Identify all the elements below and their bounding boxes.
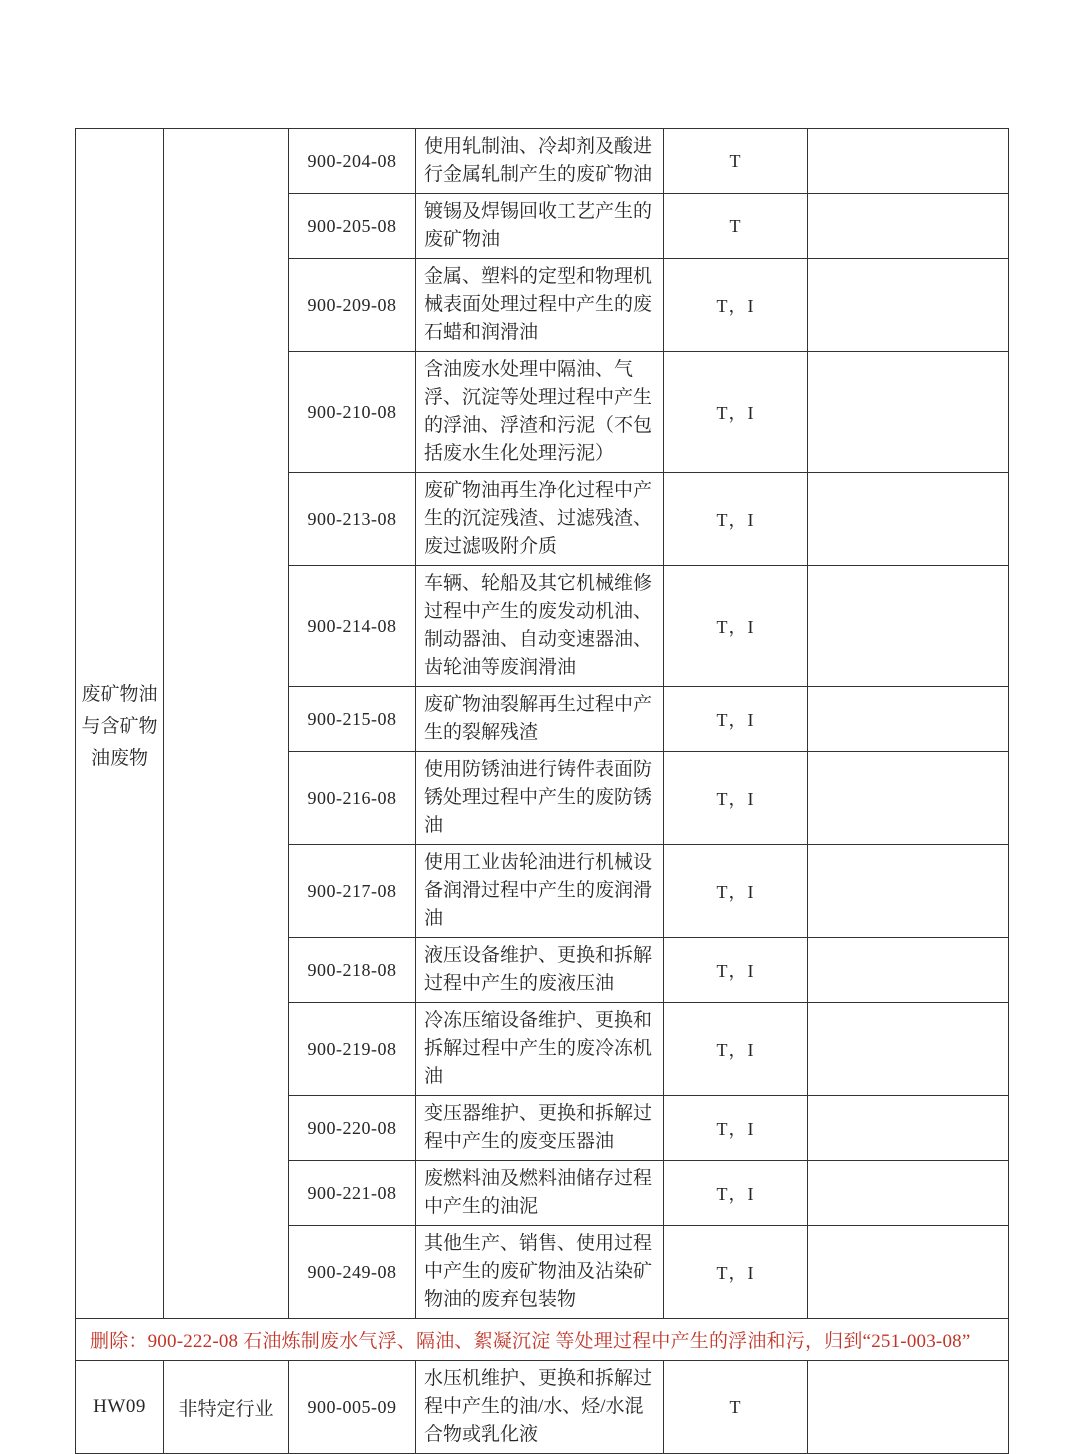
waste-code: 900-214-08	[289, 566, 416, 687]
hazard-property: T，I	[664, 1226, 808, 1319]
notes-cell	[808, 566, 1009, 687]
waste-code: 900-213-08	[289, 473, 416, 566]
notes-cell	[808, 687, 1009, 752]
waste-code: 900-218-08	[289, 938, 416, 1003]
waste-code: 900-219-08	[289, 1003, 416, 1096]
deleted-note: 删除：900-222-08 石油炼制废水气浮、隔油、絮凝沉淀 等处理过程中产生的浮油和污，归到“251-003-08”	[76, 1319, 1009, 1361]
waste-code: 900-215-08	[289, 687, 416, 752]
waste-description: 水压机维护、更换和拆解过程中产生的油/水、烃/水混合物或乳化液	[416, 1361, 664, 1454]
waste-code: 900-204-08	[289, 129, 416, 194]
waste-description: 使用轧制油、冷却剂及酸进行金属轧制产生的废矿物油	[416, 129, 664, 194]
notes-cell	[808, 473, 1009, 566]
industry-cell: 非特定行业	[164, 1361, 289, 1454]
waste-description: 镀锡及焊锡回收工艺产生的废矿物油	[416, 194, 664, 259]
waste-description: 金属、塑料的定型和物理机械表面处理过程中产生的废石蜡和润滑油	[416, 259, 664, 352]
notes-cell	[808, 752, 1009, 845]
waste-description: 变压器维护、更换和拆解过程中产生的废变压器油	[416, 1096, 664, 1161]
hazard-property: T，I	[664, 1096, 808, 1161]
waste-code: 900-005-09	[289, 1361, 416, 1454]
waste-description: 冷冻压缩设备维护、更换和拆解过程中产生的废冷冻机油	[416, 1003, 664, 1096]
notes-cell	[808, 938, 1009, 1003]
hazardous-waste-table	[75, 128, 1009, 1454]
notes-cell	[808, 1361, 1009, 1454]
hazard-property: T，I	[664, 845, 808, 938]
waste-description: 车辆、轮船及其它机械维修过程中产生的废发动机油、制动器油、自动变速器油、齿轮油等废润滑油	[416, 566, 664, 687]
category-cell: HW09	[76, 1361, 164, 1454]
waste-description: 使用防锈油进行铸件表面防锈处理过程中产生的废防锈油	[416, 752, 664, 845]
waste-description: 其他生产、销售、使用过程中产生的废矿物油及沾染矿物油的废弃包装物	[416, 1226, 664, 1319]
waste-description: 废矿物油再生净化过程中产生的沉淀残渣、过滤残渣、废过滤吸附介质	[416, 473, 664, 566]
hazard-property: T，I	[664, 752, 808, 845]
waste-row	[76, 1361, 1009, 1454]
hazard-property: T，I	[664, 566, 808, 687]
hazard-property: T，I	[664, 473, 808, 566]
hazard-property: T，I	[664, 352, 808, 473]
waste-code: 900-216-08	[289, 752, 416, 845]
waste-code: 900-210-08	[289, 352, 416, 473]
waste-description: 液压设备维护、更换和拆解过程中产生的废液压油	[416, 938, 664, 1003]
notes-cell	[808, 1096, 1009, 1161]
hazard-property: T，I	[664, 1161, 808, 1226]
hazard-property: T	[664, 1361, 808, 1454]
notes-cell	[808, 845, 1009, 938]
hazard-property: T，I	[664, 687, 808, 752]
notes-cell	[808, 1226, 1009, 1319]
industry-cell	[164, 129, 289, 1319]
hazard-property: T	[664, 194, 808, 259]
notes-cell	[808, 1003, 1009, 1096]
deleted-note-row	[76, 1319, 1009, 1361]
hazard-property: T，I	[664, 259, 808, 352]
hazard-property: T，I	[664, 1003, 808, 1096]
notes-cell	[808, 129, 1009, 194]
waste-description: 废燃料油及燃料油储存过程中产生的油泥	[416, 1161, 664, 1226]
waste-code: 900-205-08	[289, 194, 416, 259]
waste-description: 使用工业齿轮油进行机械设备润滑过程中产生的废润滑油	[416, 845, 664, 938]
waste-code: 900-209-08	[289, 259, 416, 352]
notes-cell	[808, 194, 1009, 259]
waste-code: 900-220-08	[289, 1096, 416, 1161]
waste-code: 900-249-08	[289, 1226, 416, 1319]
hazard-property: T，I	[664, 938, 808, 1003]
hazard-property: T	[664, 129, 808, 194]
waste-code: 900-221-08	[289, 1161, 416, 1226]
waste-description: 废矿物油裂解再生过程中产生的裂解残渣	[416, 687, 664, 752]
waste-code: 900-217-08	[289, 845, 416, 938]
notes-cell	[808, 1161, 1009, 1226]
notes-cell	[808, 352, 1009, 473]
waste-description: 含油废水处理中隔油、气浮、沉淀等处理过程中产生的浮油、浮渣和污泥（不包括废水生化处理污泥）	[416, 352, 664, 473]
notes-cell	[808, 259, 1009, 352]
category-cell: 废矿物油与含矿物油废物	[76, 129, 164, 1319]
waste-row	[76, 129, 1009, 194]
